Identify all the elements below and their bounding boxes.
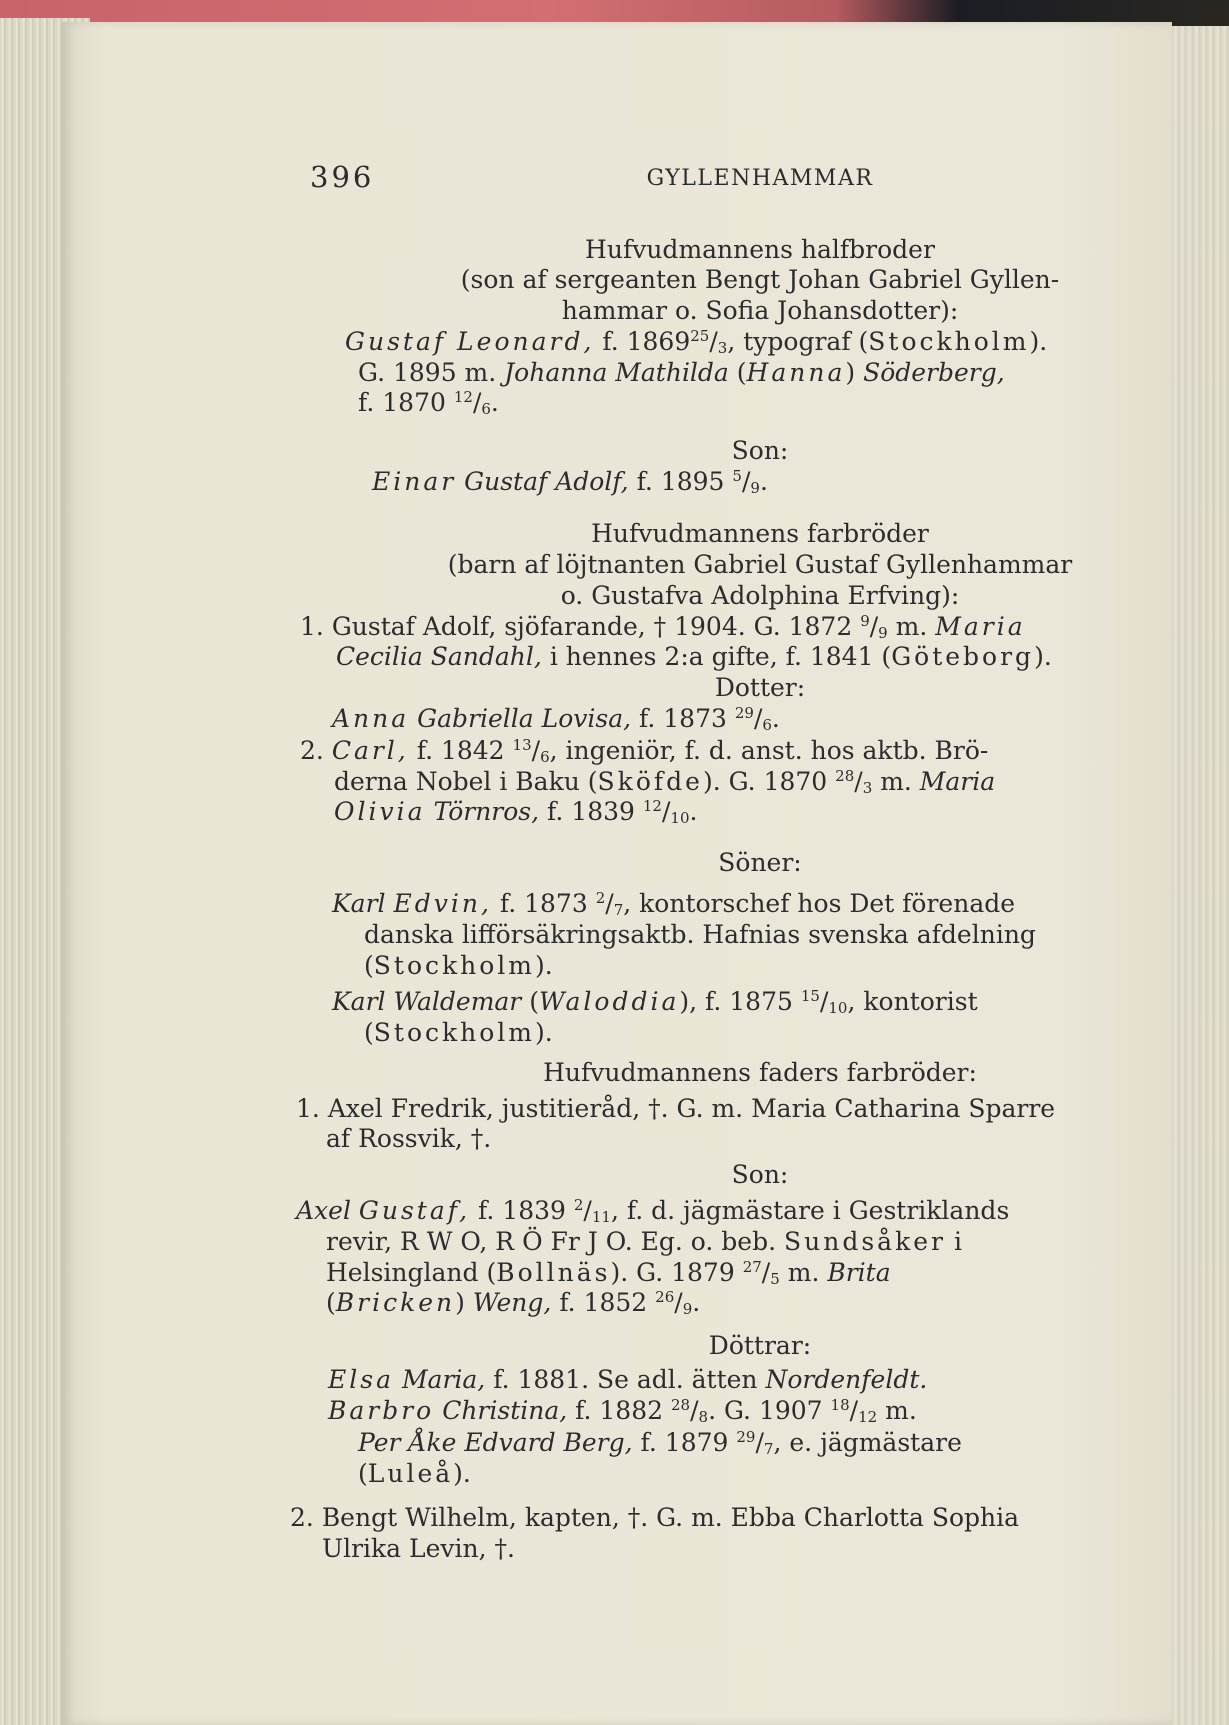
children-heading: Söner: — [718, 848, 802, 877]
entry-line: 1. Gustaf Adolf, sjöfarande, † 1904. G. 1872 $^9/_9$ m. Maria — [300, 612, 1026, 642]
entry-line: Anna Gabriella Lovisa, f. 1873 $^{29}/_6$. — [332, 704, 780, 734]
entry-line: Cecilia Sandahl, i hennes 2:a gifte, f. 1841 (Göteborg). — [336, 642, 1052, 671]
entry-line: Ulrika Levin, †. — [322, 1534, 515, 1563]
entry-line: Karl Waldemar (Waloddia), f. 1875 $^{15}/_{10}$, kontorist — [332, 987, 978, 1017]
entry-line: 2. Carl, f. 1842 $^{13}/_6$, ingeniör, f. d. anst. hos aktb. Brö- — [300, 736, 989, 766]
section-intro-line: (son af sergeanten Bengt Johan Gabriel Gyllen- — [460, 265, 1060, 294]
entry-line: Axel Gustaf, f. 1839 $^2/_{11}$, f. d. jägmästare i Gestriklands — [296, 1196, 1010, 1226]
entry-line: Barbro Christina, f. 1882 $^{28}/_8$. G. 1907 $^{18}/_{12}$ m. — [328, 1396, 917, 1426]
section-heading-farbroder: Hufvudmannens farbröder — [591, 519, 929, 548]
entry-line: derna Nobel i Baku (Sköfde). G. 1870 $^{28}/_3$ m. Maria — [334, 767, 996, 797]
entry-line: af Rossvik, †. — [326, 1124, 492, 1153]
section-intro-line: hammar o. Sofia Johansdotter): — [561, 296, 959, 325]
entry-line: 1. Axel Fredrik, justitieråd, †. G. m. Maria Catharina Sparre — [296, 1094, 1056, 1123]
entry-line: 2. Bengt Wilhelm, kapten, †. G. m. Ebba Charlotta Sophia — [290, 1503, 1020, 1532]
page-number: 396 — [310, 160, 375, 194]
entry-line: (Stockholm). — [364, 1018, 553, 1047]
entry-line: Gustaf Leonard, f. $1869^{25}/_3$, typograf (Stockholm). — [345, 327, 1048, 357]
entry-line: revir, R W O, R Ö Fr J O. Eg. o. beb. Sundsåker i — [326, 1227, 962, 1256]
entry-line: Olivia Törnros, f. 1839 $^{12}/_{10}$. — [334, 797, 698, 827]
entry-line: G. 1895 m. Johanna Mathilda (Hanna) Söderberg, — [358, 358, 1005, 387]
section-heading-halfbroder: Hufvudmannens halfbroder — [585, 235, 935, 264]
children-heading: Son: — [731, 1160, 789, 1189]
entry-line: Einar Gustaf Adolf, f. 1895 $^5/_9$. — [372, 467, 768, 497]
section-intro-line: o. Gustafva Adolphina Erfving): — [560, 581, 960, 610]
entry-line: (Bricken) Weng, f. 1852 $^{26}/_9$. — [326, 1288, 701, 1318]
children-heading: Döttrar: — [708, 1331, 812, 1360]
children-heading: Dotter: — [714, 673, 806, 702]
section-heading-faders-farbroder: Hufvudmannens faders farbröder: — [543, 1058, 977, 1087]
entry-line: (Stockholm). — [364, 951, 553, 980]
entry-line: f. 1870 $^{12}/_6$. — [358, 388, 499, 418]
section-intro-line: (barn af löjtnanten Gabriel Gustaf Gyllenhammar — [447, 550, 1073, 579]
entry-line: Helsingland (Bollnäs). G. 1879 $^{27}/_5$ m. Brita — [326, 1258, 891, 1288]
entry-line: Karl Edvin, f. 1873 $^2/_7$, kontorschef hos Det förenade — [332, 889, 1016, 919]
entry-line: Elsa Maria, f. 1881. Se adl. ätten Nordenfeldt. — [328, 1365, 928, 1394]
entry-line: (Luleå). — [358, 1459, 471, 1488]
entry-line: danska lifförsäkringsaktb. Hafnias svenska afdelning — [364, 920, 1036, 949]
entry-line: Per Åke Edvard Berg, f. 1879 $^{29}/_7$, e. jägmästare — [358, 1428, 962, 1458]
running-head: GYLLENHAMMAR — [646, 166, 874, 191]
children-heading: Son: — [731, 436, 789, 465]
